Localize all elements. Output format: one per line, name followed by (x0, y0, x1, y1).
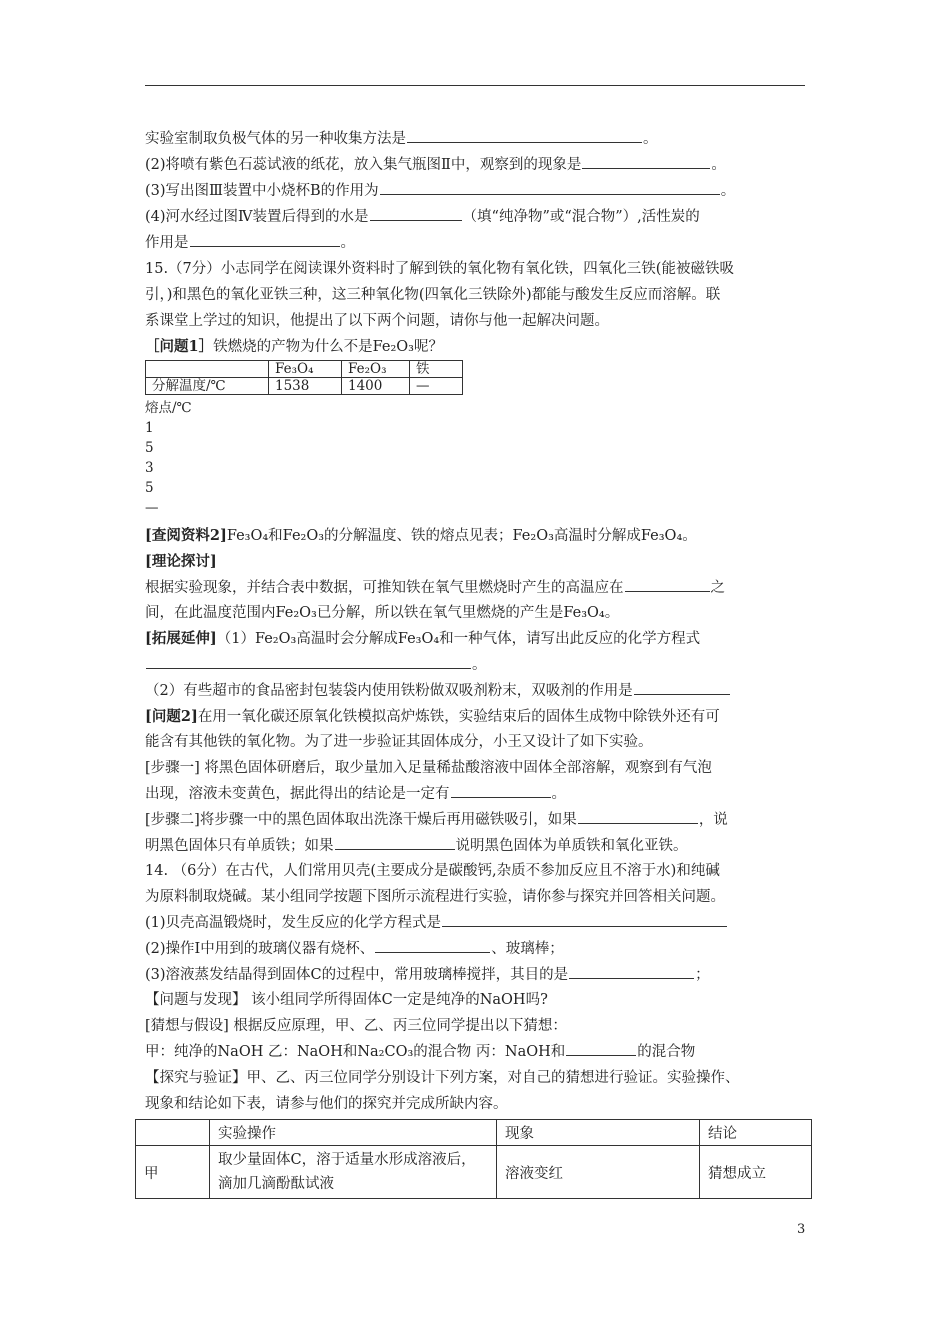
table-cell: — (410, 378, 463, 395)
text-run: 的混合物 (637, 1044, 696, 1060)
text-line (145, 730, 653, 754)
text-run: 。 (472, 657, 487, 673)
answer-blank[interactable] (335, 835, 455, 850)
text-line (145, 885, 725, 909)
text-run: 。 (643, 131, 658, 147)
text-line (145, 705, 720, 729)
text-line (145, 231, 355, 255)
text-line (145, 911, 728, 935)
text-line (145, 756, 712, 780)
text-line: 熔点/℃ (145, 400, 192, 416)
section-heading: [理论探讨] (145, 552, 217, 570)
table-cell (136, 1120, 210, 1146)
answer-blank[interactable] (625, 577, 710, 592)
text-run: (4)河水经过图Ⅳ装置后得到的水是 (145, 209, 369, 225)
text-run: 为原料制取烧碱。某小组同学按题下图所示流程进行实验，请你参与探究并回答相关问题。 (145, 889, 725, 906)
text-line (145, 179, 735, 203)
text-run: [步骤一] 将黑色固体研磨后，取少量加入足量稀盐酸溶液中固体全部溶解，观察到有气泡 (145, 760, 712, 777)
text-run: 引，)和黑色的氧化亚铁三种，这三种氧化物(四氧化三铁除外)都能与酸发生反应而溶解。联 (145, 287, 721, 303)
table-cell: 1538 (269, 378, 342, 395)
table-cell: 现象 (497, 1120, 700, 1146)
text-run: （1）Fe₂O₃高温时会分解成Fe₃O₄和一种气体，请写出此反应的化学方程式 (216, 631, 701, 648)
table-row (136, 1120, 812, 1146)
text-line (145, 808, 728, 832)
answer-blank[interactable] (190, 232, 340, 247)
answer-blank[interactable] (370, 206, 462, 221)
text-line (145, 524, 697, 548)
text-line (145, 283, 720, 307)
text-run: 14. （6分）在古代，人们常用贝壳(主要成分是碳酸钙,杂质不参加反应且不溶于水)和纯碱 (145, 863, 720, 880)
text-line (145, 576, 725, 600)
page-number: 3 (797, 1222, 806, 1237)
text-line (145, 1040, 695, 1064)
text-run: 实验室制取负极气体的另一种收集方法是 (145, 131, 406, 147)
text-line (145, 679, 731, 703)
table-cell: 猜想成立 (700, 1146, 812, 1199)
table-cell: 取少量固体C，溶于适量水形成溶液后，滴加几滴酚酞试液 (210, 1146, 497, 1199)
text-line (145, 988, 548, 1012)
text-line (145, 653, 487, 677)
text-line (145, 153, 726, 177)
text-line (145, 335, 443, 359)
text-run: 明黑色固体只有单质铁；如果 (145, 837, 334, 854)
text-line (145, 859, 720, 883)
text-run: [猜想与假设] 根据反应原理，甲、乙、丙三位同学提出以下猜想： (145, 1018, 567, 1035)
text-run: 系课堂上学过的知识，他提出了以下两个问题，请你与他一起解决问题。 (145, 313, 609, 329)
table-cell (146, 361, 269, 378)
text-run: (3)写出图Ⅲ装置中小烧杯B的作用为 (145, 183, 379, 199)
text-line (145, 627, 700, 651)
text-run: 、玻璃棒； (491, 940, 564, 957)
text-run: 间，在此温度范围内Fe₂O₃已分解，所以铁在氧气里燃烧的产生是Fe₃O₄。 (145, 605, 620, 622)
text-line: — (145, 500, 159, 516)
text-run: 【问题与发现】 该小组同学所得固体C一定是纯净的NaOH吗? (145, 992, 548, 1009)
text-run: 。 (711, 157, 726, 173)
text-run: 现象和结论如下表，请参与他们的探究并完成所缺内容。 (145, 1095, 508, 1112)
text-line (145, 834, 688, 858)
text-run: [步骤二]将步骤一中的黑色固体取出洗涤干燥后再用磁铁吸引，如果 (145, 811, 577, 828)
text-run: 甲：纯净的NaOH 乙：NaOH和Na₂CO₃的混合物 丙：NaOH和 (145, 1044, 566, 1060)
table-row (136, 1146, 812, 1199)
answer-blank[interactable] (634, 680, 730, 695)
text-run: 。 (720, 183, 736, 199)
text-run: (2)将喷有紫色石蕊试液的纸花，放入集气瓶图Ⅱ中，观察到的现象是 (145, 157, 582, 173)
answer-blank[interactable] (566, 1041, 636, 1056)
table-cell: 结论 (700, 1120, 812, 1146)
table-cell: 溶液变红 (497, 1146, 700, 1199)
text-run: 能含有其他铁的氧化物。为了进一步验证其固体成分，小王又设计了如下实验。 (145, 734, 653, 751)
text-line: 5 (145, 480, 154, 496)
table-cell: 分解温度/℃ (146, 378, 269, 395)
answer-blank[interactable] (578, 809, 698, 824)
text-run: ； (695, 966, 710, 983)
text-run: (1)贝壳高温锻烧时，发生反应的化学方程式是 (145, 915, 442, 931)
text-line (145, 1066, 740, 1090)
text-line (145, 127, 658, 151)
answer-blank[interactable] (451, 783, 551, 798)
top-rule (145, 85, 805, 86)
text-run: 根据实验现象，并结合表中数据，可推知铁在氧气里燃烧时产生的高温应在 (145, 579, 624, 596)
table-cell: 1400 (342, 378, 410, 395)
text-run: (3)溶液蒸发结晶得到固体C的过程中，常用玻璃棒搅拌，其目的是 (145, 966, 569, 983)
text-line (145, 1014, 567, 1038)
text-run: 【探究与验证】甲、乙、丙三位同学分别设计下列方案，对自己的猜想进行验证。实验操作、 (145, 1069, 740, 1086)
text-run: 作用是 (145, 235, 189, 251)
text-run: （2）有些超市的食品密封包装袋内使用铁粉做双吸剂粉末，双吸剂的作用是 (145, 682, 633, 699)
answer-blank[interactable] (407, 128, 642, 143)
text-line (145, 1092, 508, 1116)
section-heading: [问题2] (145, 707, 198, 725)
text-run: 出现，溶液未变黄色，据此得出的结论是一定有 (145, 786, 450, 802)
text-run: 15.（7分）小志同学在阅读课外资料时了解到铁的氧化物有氧化铁，四氧化三铁(能被磁铁吸 (145, 261, 734, 277)
answer-blank[interactable] (569, 964, 694, 979)
text-line (145, 782, 566, 806)
answer-blank[interactable] (380, 180, 720, 195)
section-heading: ［问题1］ (145, 338, 214, 355)
text-line (145, 257, 734, 281)
text-line (145, 963, 710, 987)
text-line (145, 309, 609, 333)
table-row (146, 361, 463, 378)
section-heading: [拓展延伸] (145, 630, 217, 648)
text-line (145, 601, 619, 625)
text-line (145, 937, 564, 961)
table-cell: 甲 (136, 1146, 210, 1199)
text-run: Fe₃O₄和Fe₂O₃的分解温度、铁的熔点见表；Fe₂O₃高温时分解成Fe₃O₄。 (226, 528, 697, 544)
text-run: 铁燃烧的产物为什么不是Fe₂O₃呢？ (213, 339, 443, 355)
text-run: 。 (551, 786, 566, 802)
text-run: (2)操作Ⅰ中用到的玻璃仪器有烧杯、 (145, 940, 375, 957)
text-line (145, 550, 217, 574)
oxide-data-table (145, 360, 463, 395)
text-line: 1 (145, 420, 154, 436)
table-cell: 实验操作 (210, 1120, 497, 1146)
answer-blank[interactable] (375, 938, 490, 953)
text-line: 3 (145, 460, 154, 476)
answer-blank[interactable] (146, 654, 471, 669)
table-cell: 铁 (410, 361, 463, 378)
table-cell: Fe₂O₃ (342, 361, 410, 378)
text-run: 在用一氧化碳还原氧化铁模拟高炉炼铁，实验结束后的固体生成物中除铁外还有可 (197, 708, 720, 725)
table-cell: Fe₃O₄ (269, 361, 342, 378)
text-run: 。 (340, 235, 355, 251)
section-heading: [查阅资料2] (145, 527, 227, 544)
text-line: 5 (145, 440, 154, 456)
text-run: （填“纯净物”或“混合物”）,活性炭的 (462, 209, 700, 225)
text-run: 说明黑色固体为单质铁和氧化亚铁。 (455, 837, 688, 854)
answer-blank[interactable] (442, 912, 727, 927)
experiment-table (135, 1119, 812, 1199)
text-run: ，说 (698, 811, 728, 828)
table-row (146, 378, 463, 395)
answer-blank[interactable] (582, 154, 710, 169)
text-line (145, 205, 700, 229)
text-run: 之 (710, 579, 725, 596)
